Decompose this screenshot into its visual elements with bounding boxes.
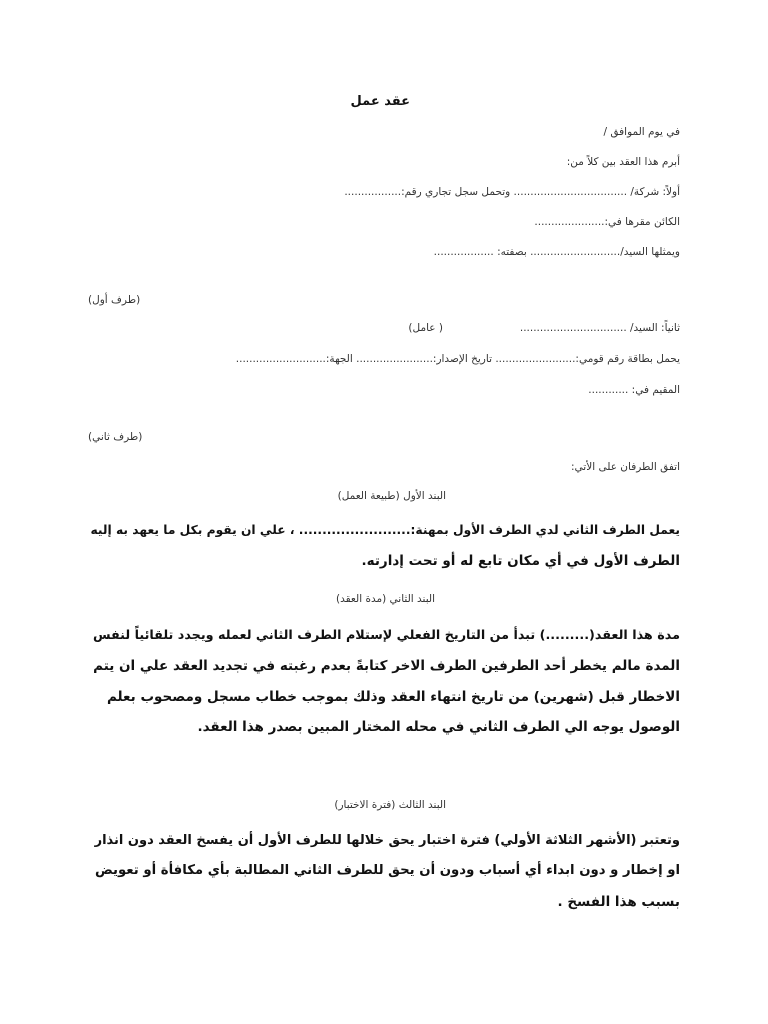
clause-3-line-1: وتعتبر (الأشهر الثلاثة الأولي) فترة اختبار يحق خلالها للطرف الأول أن يفسخ العقد دون انذار	[94, 833, 680, 848]
second-party-name-line: ثانياً: السيد/ ................................	[519, 322, 680, 334]
clause-3-heading: البند الثالث (فترة الاختبار)	[334, 799, 446, 811]
clause-3-line-3: بسبب هذا الفسخ .	[557, 894, 680, 910]
representative-line: ويمثلها السيد/........................... بصفته: ..................	[433, 246, 680, 258]
clause-1-line-2: الطرف الأول في أي مكان تابع له أو تحت إدارته.	[361, 553, 680, 569]
id-card-line: يحمل بطاقة رقم قومي:........................ تاريخ الإصدار:....................... الجهة:...........................	[235, 353, 680, 365]
address-line: الكائن مقرها في:.....................	[534, 216, 680, 228]
date-line: في يوم الموافق /	[603, 126, 680, 138]
residence-line: المقيم في: ............	[588, 384, 680, 396]
clause-2-line-4: الوصول يوجه الي الطرف الثاني في محله المختار المبين بصدر هذا العقد.	[197, 719, 680, 735]
clause-1-heading: البند الأول (طبيعة العمل)	[337, 490, 446, 502]
document-title: عقد عمل	[350, 94, 410, 109]
clause-2-line-3: الاخطار قبل (شهرين) من تاريخ انتهاء العقد وذلك بموجب خطاب مسجل ومصحوب بعلم	[106, 689, 680, 705]
second-party-label: (طرف ثاني)	[88, 431, 143, 443]
agreement-line: اتفق الطرفان على الأتي:	[571, 461, 680, 473]
clause-3-line-2: او إخطار و دون ابداء أي أسباب ودون أن يحق للطرف الثاني المطالبة بأي مكافأة أو تعويض	[94, 863, 680, 878]
clause-1-line-1: يعمل الطرف الثاني لدي الطرف الأول بمهنة:........................ ، علي ان يقوم بكل ما يعهد به إليه	[90, 523, 680, 537]
first-party-label: (طرف أول)	[88, 294, 141, 306]
clause-2-heading: البند الثاني (مدة العقد)	[336, 593, 435, 605]
second-party-role: ( عامل)	[408, 322, 443, 334]
clause-2-line-1: مدة هذا العقد(.........) تبدأ من التاريخ الفعلي لإستلام الطرف الثاني لعمله ويجدد تلقائياً لنفس	[92, 628, 680, 643]
company-line: أولاً: شركة/ .................................. وتحمل سجل تجاري رقم:.................	[344, 186, 680, 198]
intro-line: أبرم هذا العقد بين كلاً من:	[566, 156, 680, 168]
clause-2-line-2: المدة مالم يخطر أحد الطرفين الطرف الاخر كتابةً بعدم رغبته في تجديد العقد علي ان يتم	[93, 658, 680, 674]
